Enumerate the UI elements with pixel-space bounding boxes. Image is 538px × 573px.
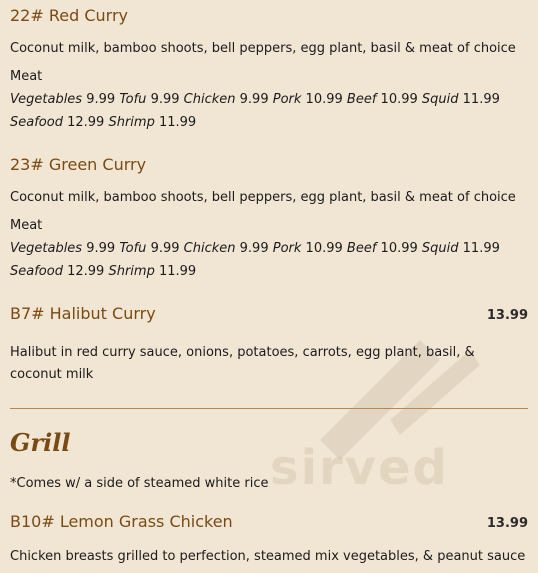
price-row: Seafood 12.99 Shrimp 11.99 xyxy=(10,264,197,279)
item-price: 13.99 xyxy=(486,308,528,323)
item-title: 22# Red Curry xyxy=(10,6,128,25)
price-row: Vegetables 9.99 Tofu 9.99 Chicken 9.99 Pork 10.99 Beef 10.99 Squid 11.99 xyxy=(10,92,500,107)
menu-item-halibut-curry xyxy=(10,304,528,386)
item-price: 13.99 xyxy=(486,516,528,531)
item-description: Chicken breasts grilled to perfection, steamed mix vegetables, & peanut sauce xyxy=(10,549,526,564)
price-row: Seafood 12.99 Shrimp 11.99 xyxy=(10,115,197,130)
meat-label: Meat xyxy=(10,69,43,84)
item-description: Coconut milk, bamboo shoots, bell peppers, egg plant, basil & meat of choice xyxy=(10,41,516,56)
menu-item-red-curry xyxy=(10,6,528,134)
price-row: Vegetables 9.99 Tofu 9.99 Chicken 9.99 Pork 10.99 Beef 10.99 Squid 11.99 xyxy=(10,241,500,256)
menu-item-lemon-grass-chicken xyxy=(10,512,528,568)
section-note: *Comes w/ a side of steamed white rice xyxy=(10,476,269,491)
section-title-grill: Grill xyxy=(10,428,71,457)
watermark-text: sirved xyxy=(270,440,449,496)
item-title: B10# Lemon Grass Chicken 13.99 xyxy=(10,512,528,534)
section-divider xyxy=(10,408,528,409)
item-title: B7# Halibut Curry 13.99 xyxy=(10,304,528,326)
item-description: Coconut milk, bamboo shoots, bell peppers, egg plant, basil & meat of choice xyxy=(10,190,516,205)
item-title: 23# Green Curry xyxy=(10,155,147,174)
menu-item-green-curry xyxy=(10,155,528,283)
meat-label: Meat xyxy=(10,218,43,233)
item-description: Halibut in red curry sauce, onions, potatoes, carrots, egg plant, basil, & coconut milk xyxy=(10,345,475,382)
